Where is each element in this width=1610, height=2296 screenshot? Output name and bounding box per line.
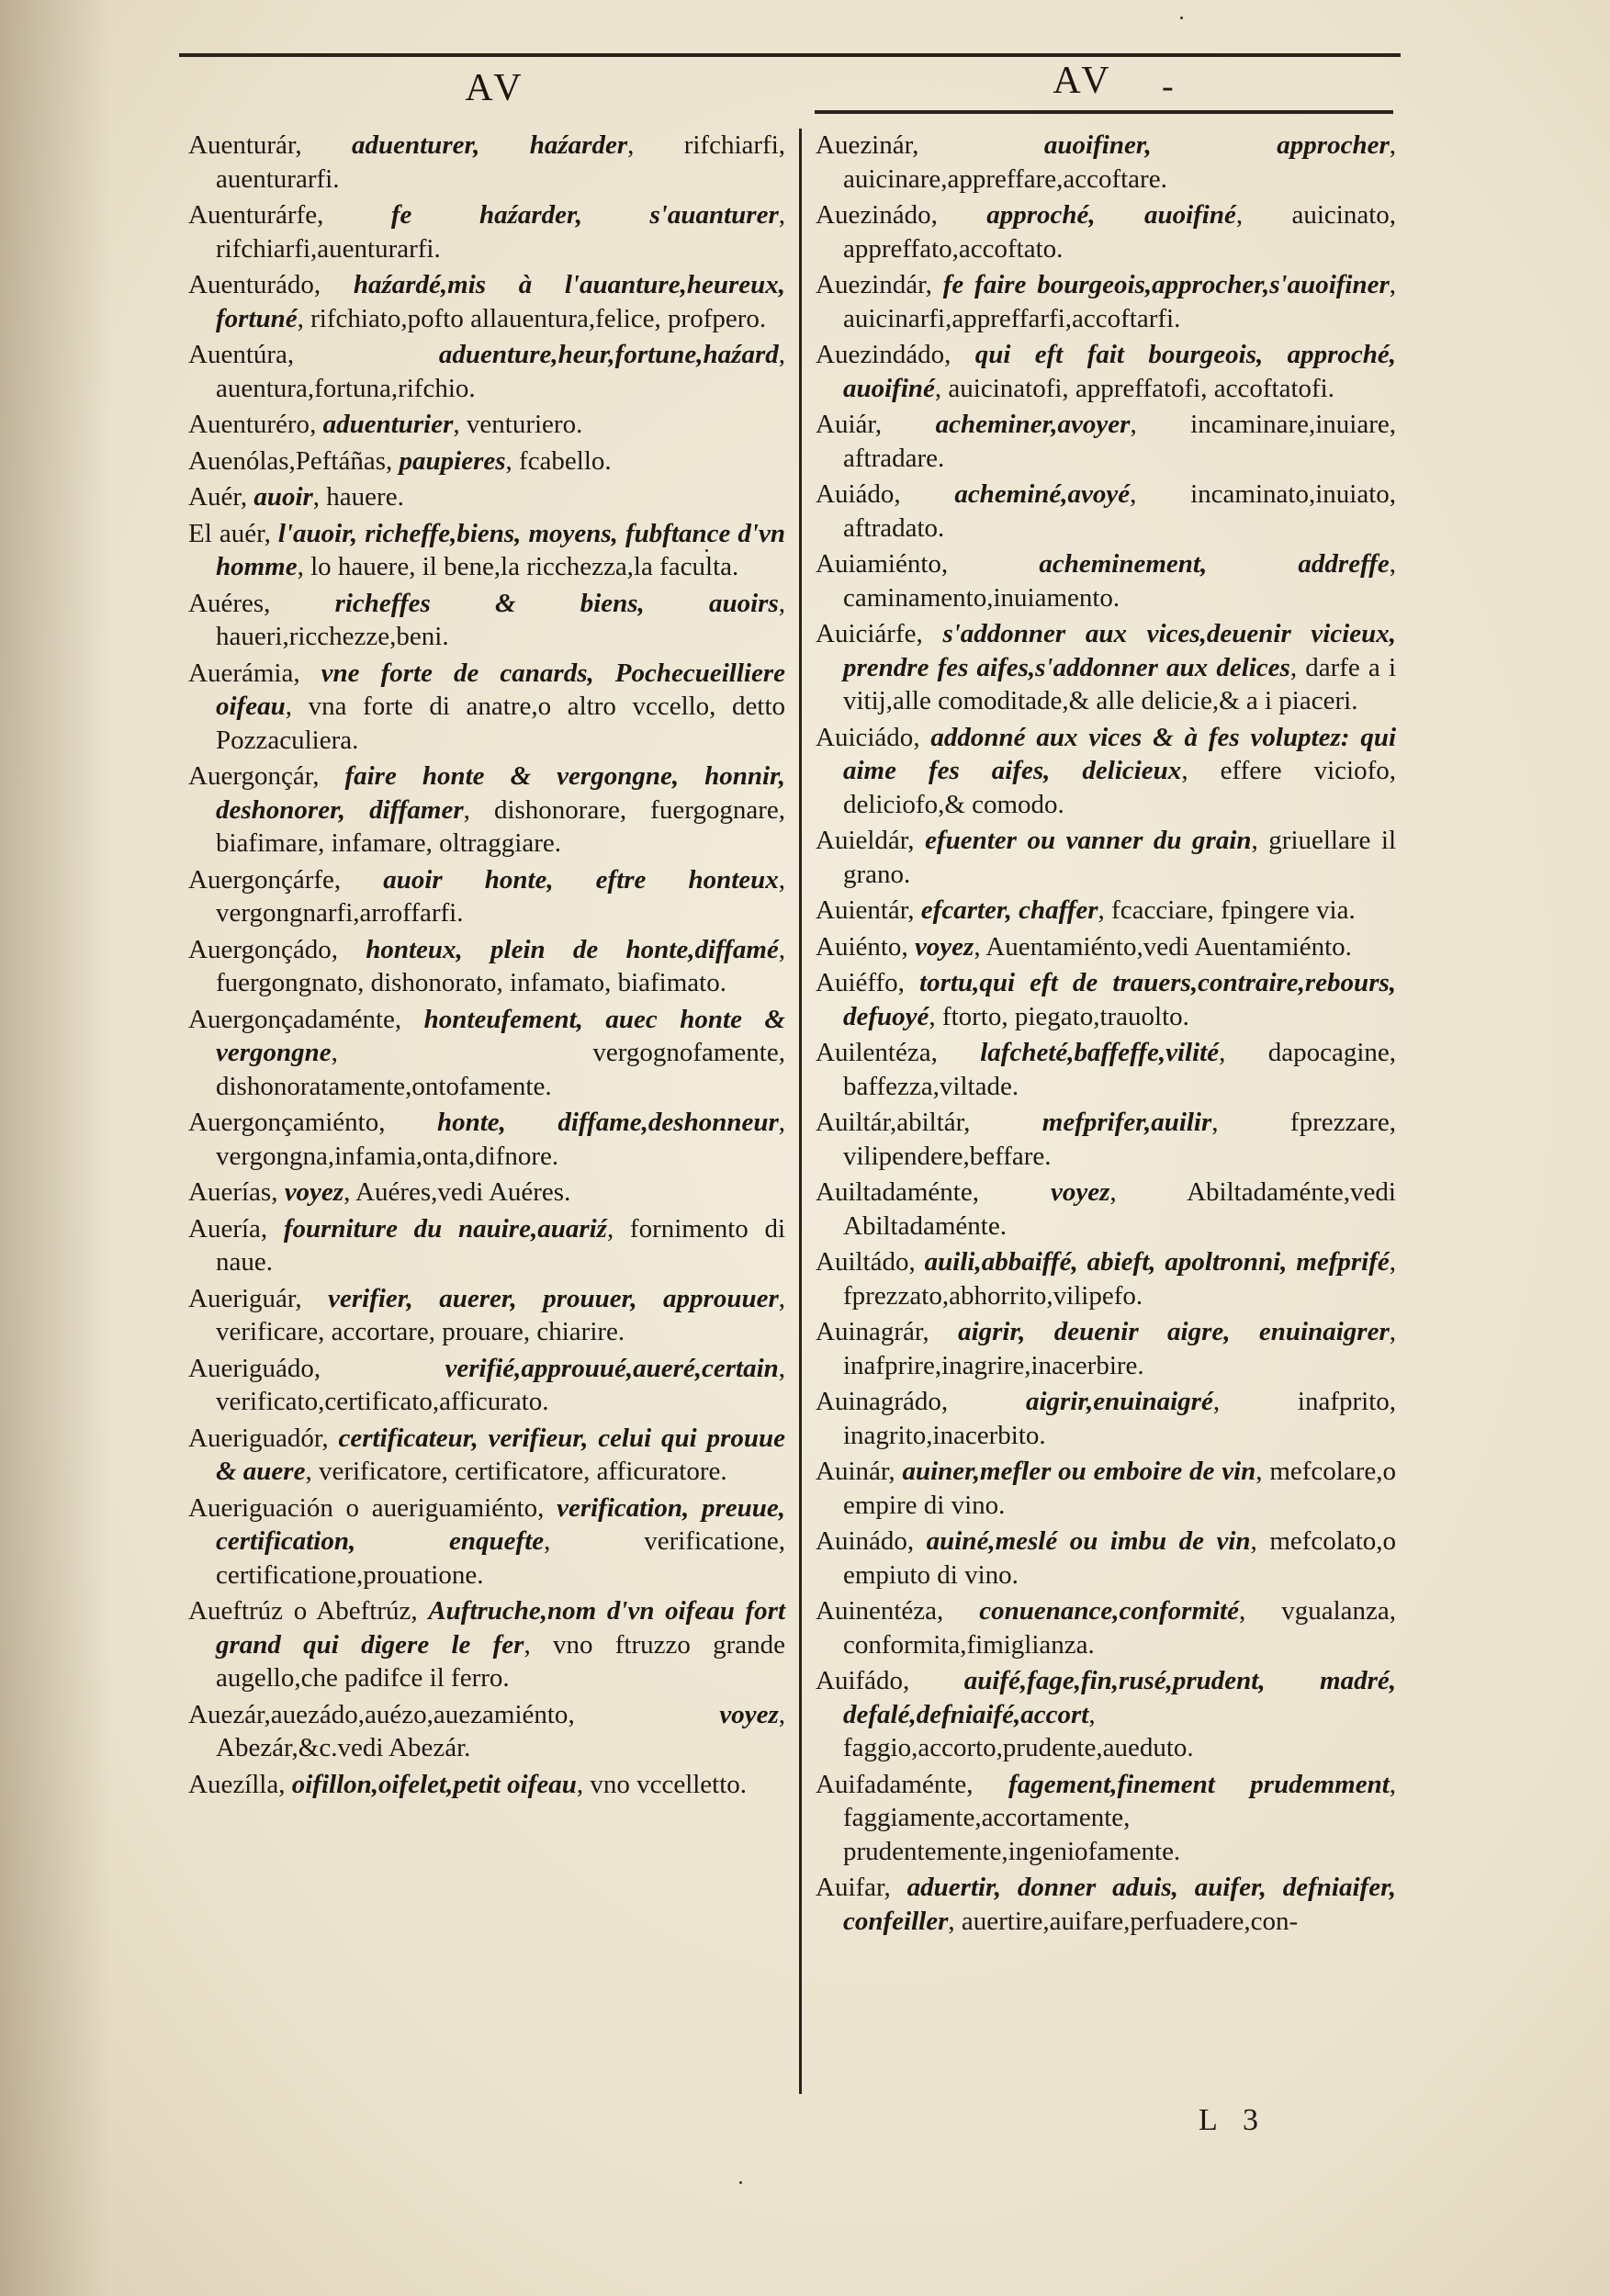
entry-headword: Auiénto [816,931,902,962]
entry-french: efuenter ou vanner du grain [925,826,1252,855]
entry-french: richeffes & biens, auoirs [334,588,779,618]
entry-headword: Auenturárfe [188,200,318,230]
ink-speck [705,549,708,552]
entry-italian: verificatore, certificatore, afficuratore. [318,1457,727,1486]
entry-french: certificateur, verifieur, celui qui prouue & auere [216,1423,785,1486]
entry-italian: incaminato,inuiato, aftradato. [843,479,1396,543]
entry-headword: Auifar [816,1873,884,1902]
dictionary-entry: Auezár,auezádo,auézo,auezamiénto, voyez, Abezár,&c.vedi Abezár. [188,1699,785,1762]
entry-headword: Auiltádo [816,1247,909,1277]
dictionary-entry: Auilentéza, lafcheté,baffeffe,vilité, dapocagine, baffezza,viltade. [816,1038,1396,1101]
entry-italian: griuellare il grano. [843,826,1397,889]
entry-italian: vergongna,infamia,onta,difnore. [216,1141,559,1171]
entry-italian: vgualanza, conformita,fimiglianza. [843,1596,1396,1660]
entry-headword: Auinádo [816,1526,907,1556]
entry-french: tortu,qui eft de trauers,contraire,rebours, defuoyé [843,968,1397,1031]
entry-italian: rifchiato,pofto allauentura,felice, profpero. [310,303,767,333]
entry-headword: Auezílla [188,1769,279,1799]
dictionary-entry: Auenturárfe, fe haźarder, s'auanturer, rifchiarfi,auenturarfi. [188,200,785,264]
entry-italian: incaminare,inuiare, aftradare. [843,410,1397,473]
entry-headword: Auenturéro [188,410,310,439]
entry-french: addonné aux vices & à fes voluptez: qui aime fes aifes, delicieux [843,722,1396,785]
entry-italian: fornimento di naue. [216,1213,786,1277]
entry-italian: dishonorare, fuergognare, biafimare, infamare, oltraggiare. [216,794,785,858]
column-divider [799,129,802,2094]
entry-headword: Auezindár [816,270,926,299]
entry-headword: Auiltár,abiltár [816,1108,964,1137]
entry-headword: Auenturádo [188,270,314,299]
entry-french: conuenance,conformité [979,1596,1239,1626]
gutter-shadow [0,0,110,2296]
entry-french: auiner,mefler ou emboire de vin [902,1457,1256,1486]
entry-italian: auicinato, appreffato,accoftato. [843,200,1397,264]
entry-italian: faggiamente,accortamente, prudentemente,ingeniofamente. [843,1803,1181,1866]
entry-headword: Auiciádo [816,722,914,752]
dictionary-entry: Auergonçárfe, auoir honte, eftre honteux, vergongnarfi,arroffarfi. [188,864,786,928]
dictionary-entry: Auiltádo, auili,abbaiffé, abieft, apoltronni, mefprifé, fprezzato,abhorrito,vilipefo. [816,1247,1396,1311]
entry-headword: Auilentéza [816,1038,931,1067]
dictionary-entry: Auergonçár, faire honte & vergongne, honnir, deshonorer, diffamer, dishonorare, fuergognare, biafimare, infamare, oltraggiare. [188,761,785,858]
dictionary-entry: Auifadaménte, fagement,finement prudemment, faggiamente,accortamente, prudentemente,ingeniofamente. [816,1769,1396,1866]
dictionary-entry: Auiéffo, tortu,qui eft de trauers,contraire,rebours, defuoyé, ftorto, piegato,trauolto. [816,968,1397,1031]
entry-italian: fprezzato,abhorrito,vilipefo. [843,1280,1143,1311]
entry-french: auili,abbaiffé, abieft, apoltronni, mefprifé [924,1247,1390,1277]
dictionary-entry: Auiciádo, addonné aux vices & à fes voluptez: qui aime fes aifes, delicieux, effere viciofo, deliciofo,& comodo. [816,722,1397,819]
entry-italian: dapocagine, baffezza,viltade. [843,1038,1396,1101]
entry-italian: inafprire,inagrire,inacerbire. [843,1350,1144,1380]
entry-french: fe faire bourgeois,approcher,s'auoifiner [942,270,1390,299]
entry-headword: Auiéffo [816,968,898,997]
dictionary-entry: Auenturádo, haźardé,mis à l'auanture,heureux, fortuné, rifchiato,pofto allauentura,felice, profpero. [188,270,786,333]
dictionary-entry: Auezindár, fe faire bourgeois,approcher,s'auoifiner, auicinarfi,appreffarfi,accoftarfi. [816,270,1396,333]
dictionary-entry: Auezindádo, qui eft fait bourgeois, approché, auoifiné, auicinatofi, appreffatofi, accoftatofi. [816,340,1396,403]
entry-italian: auertire,auifare,perfuadere,con- [961,1906,1299,1936]
entry-italian: vno ftruzzo grande augello,che padifce il ferro. [216,1629,786,1693]
dictionary-entry: Auinentéza, conuenance,conformité, vgualanza, conformita,fimiglianza. [816,1596,1396,1660]
dictionary-entry: Auifádo, auifé,fage,fin,rusé,prudent, madré, defalé,defniaifé,accort, faggio,accorto,prudente,aueduto. [816,1666,1396,1762]
entry-italian: auicinatofi, appreffatofi, accoftatofi. [948,373,1334,403]
entry-italian: faggio,accorto,prudente,aueduto. [843,1733,1194,1762]
entry-italian: fprezzare, vilipendere,beffare. [843,1108,1397,1171]
dictionary-entry: Auiár, acheminer,avoyer, incaminare,inuiare, aftradare. [816,410,1397,473]
entry-french: auiné,meslé ou imbu de vin [926,1526,1251,1556]
dictionary-entry: Aueriguadór, certificateur, verifieur, celui qui prouue & auere, verificatore, certificatore, afficuratore. [188,1423,785,1486]
entry-headword: Auergonçádo [188,934,332,964]
dictionary-entry: Auiénto, voyez, Auentamiénto,vedi Auentamiénto. [816,931,1352,962]
dictionary-entry: Auinádo, auiné,meslé ou imbu de vin, mefcolato,o empiuto di vino. [816,1526,1397,1590]
ink-speck [739,2181,742,2184]
entry-headword: Auifadaménte [816,1769,967,1799]
entry-headword: Auinagrár [816,1317,923,1346]
entry-french: auoifiner, approcher [1043,130,1390,160]
entry-french: auifé,fage,fin,rusé,prudent, madré, defalé,defniaifé,accort [843,1666,1396,1729]
left-column [188,129,785,1804]
entry-french: fe haźarder, s'auanturer [390,200,779,230]
entry-italian: mefcolare,o empire di vino. [843,1457,1397,1520]
entry-headword: Auenólas,Peftáñas [188,445,387,476]
entry-headword: Auería [188,1213,261,1244]
entry-french: auoir [253,482,313,512]
entry-headword: Auergonçárfe [188,864,334,895]
entry-headword: Auéres [188,588,265,618]
dictionary-entry: Auerías, voyez, Auéres,vedi Auéres. [188,1177,571,1207]
entry-italian: haueri,ricchezze,beni. [216,622,449,651]
dictionary-entry: Auergonçadaménte, honteufement, auec honte & vergongne, vergognofamente, dishonoratamente,ontofamente. [188,1004,785,1101]
entry-headword: El auér [188,518,265,548]
right-header-rule [815,110,1393,114]
signature-mark: L 3 [1199,2103,1268,2137]
entry-french: auoir honte, eftre honteux [383,864,779,895]
dictionary-entry: Auinagrár, aigrir, deuenir aigre, enuinaigrer, inafprire,inagrire,inacerbire. [816,1317,1396,1380]
entry-french: oifillon,oifelet,petit oifeau [291,1769,577,1799]
entry-italian: hauere. [326,482,404,512]
right-column [816,129,1396,1941]
dictionary-entry: Aueriguár, verifier, auerer, prouuer, approuuer, verificare, accortare, prouare, chiarire. [188,1283,786,1346]
entry-french: voyez [1051,1177,1110,1207]
entry-french: paupieres [399,445,506,476]
entry-headword: Auezinár [816,130,913,160]
entry-french: voyez [719,1699,779,1729]
entry-headword: Auiádo [816,479,895,509]
entry-french: verification, preuue, certification, enquefte [216,1492,786,1556]
entry-french: voyez [284,1177,344,1207]
entry-italian: fcacciare, fpingere via. [1111,895,1356,925]
entry-headword: Aueriguádo [188,1353,314,1383]
entry-french: aigrir, deuenir aigre, enuinaigrer [958,1317,1390,1346]
entry-italian: rifchiarfi,auenturarfi. [216,233,441,264]
entry-headword: Auinagrádo [816,1387,941,1416]
entry-italian: verificare, accortare, prouare, chiarire. [216,1317,625,1346]
entry-headword: Auezindádo [816,340,945,369]
dictionary-entry: Auiltár,abiltár, mefprifer,auilir, fprezzare, vilipendere,beffare. [816,1108,1397,1171]
dictionary-entry: El auér, l'auoir, richeffe,biens, moyens, fubftance d'vn homme, lo hauere, il bene,la ricchezza,la faculta. [188,518,785,581]
entry-italian: auicinare,appreffare,accoftare. [843,163,1167,194]
entry-headword: Auerámia [188,658,294,688]
entry-french: vne forte de canards, Pochecueilliere oifeau [216,658,786,721]
entry-headword: Auergonçamiénto [188,1108,379,1137]
entry-french: fagement,finement prudemment [1008,1769,1390,1799]
dictionary-entry: Auinár, auiner,mefler ou emboire de vin, mefcolare,o empire di vino. [816,1457,1397,1520]
entry-italian: darfe a i vitij,alle comoditade,& alle delicie,& a i piaceri. [843,652,1396,715]
entry-italian: venturiero. [466,410,583,439]
entry-french: voyez [914,931,974,962]
dictionary-entry: Aueftrúz o Abeftrúz, Auftruche,nom d'vn oifeau fort grand qui digere le fer, vno ftruzzo grande augello,che padifce il ferro. [188,1596,786,1693]
entry-headword: Auezár,auezádo,auézo,auezamiénto [188,1699,569,1729]
entry-italian: verificatione, certificatione,prouatione. [216,1526,785,1590]
entry-french: verifié,approuué,aueré,certain [445,1353,779,1383]
entry-italian: caminamento,inuiamento. [843,582,1120,613]
entry-headword: Auiamiénto [816,549,941,579]
entry-french: fourniture du nauire,auariź [283,1213,607,1244]
entry-headword: Auezinádo [816,200,931,230]
dictionary-entry: Auenturár, aduenturer, haźarder, rifchiarfi, auenturarfi. [188,130,785,194]
entry-headword: Auerías [188,1177,272,1207]
entry-italian: effere viciofo, deliciofo,& comodo. [843,756,1397,819]
entry-italian: Abiltadaménte,vedi Abiltadaménte. [843,1177,1396,1241]
entry-french: acheminé,avoyé [954,479,1131,509]
dictionary-entry: Auér, auoir, hauere. [188,482,404,512]
entry-french: s'addonner aux vices,deuenir vicieux, prendre fes aifes,s'addonner aux delices [843,619,1397,682]
running-head-right: AV [1053,60,1115,102]
entry-italian: inafprito, inagrito,inacerbito. [843,1387,1397,1450]
top-rule [179,53,1401,57]
entry-french: qui eft fait bourgeois, approché, auoifiné [843,340,1396,403]
entry-italian: fcabello. [519,445,612,476]
entry-headword: Aueriguár [188,1283,296,1313]
entry-italian: Auentamiénto,vedi Auentamiénto. [985,931,1352,962]
dictionary-entry: Auiádo, acheminé,avoyé, incaminato,inuiato, aftradato. [816,479,1396,543]
running-head-left: AV [465,67,527,109]
dictionary-entry: Aueriguádo, verifié,approuué,aueré,certain, verificato,certificato,afficurato. [188,1353,785,1416]
entry-italian: auentura,fortuna,rifchio. [216,373,476,403]
entry-french: efcarter, chaffer [920,895,1098,925]
dictionary-entry: Auiamiénto, acheminement, addreffe, caminamento,inuiamento. [816,549,1396,613]
dictionary-entry: Auezinár, auoifiner, approcher, auicinare,appreffare,accoftare. [816,130,1396,194]
entry-italian: rifchiarfi, auenturarfi. [216,130,785,194]
entry-headword: Aueftrúz o Abeftrúz [188,1596,411,1626]
entry-italian: Auéres,vedi Auéres. [355,1177,571,1207]
entry-french: haźardé,mis à l'auanture,heureux, fortuné [216,270,786,333]
entry-headword: Auergonçár [188,761,313,791]
dictionary-entry: Auentúra, aduenture,heur,fortune,haźard, auentura,fortuna,rifchio. [188,340,785,403]
entry-french: lafcheté,baffeffe,vilité [980,1038,1220,1067]
entry-headword: Aueriguación o aueriguamiénto [188,1492,538,1523]
entry-italian: vergongnarfi,arroffarfi. [216,898,464,928]
dictionary-entry: Auenturéro, aduenturier, venturiero. [188,410,583,439]
entry-french: l'auoir, richeffe,biens, moyens, fubftance d'vn homme [216,518,785,581]
dictionary-entry: Auiciárfe, s'addonner aux vices,deuenir vicieux, prendre fes aifes,s'addonner aux delices, darfe a i vitij,alle comoditade,& alle delicie,& a i piaceri. [816,619,1397,715]
entry-french: Auftruche,nom d'vn oifeau fort grand qui digere le fer [216,1596,786,1660]
entry-headword: Auergonçadaménte [188,1004,395,1034]
dictionary-entry: Aueriguación o aueriguamiénto, verification, preuue, certification, enquefte, verificatione, certificatione,prouatione. [188,1492,786,1590]
entry-french: acheminer,avoyer [935,410,1131,439]
dictionary-entry: Auezinádo, approché, auoifiné, auicinato, appreffato,accoftato. [816,200,1397,264]
entry-headword: Auinentéza [816,1596,938,1626]
entry-headword: Auér [188,482,241,512]
entry-french: aduenturer, haźarder [352,130,628,160]
entry-headword: Auenturár [188,130,296,160]
entry-french: acheminement, addreffe [1039,549,1390,579]
entry-italian: ftorto, piegato,trauolto. [941,1001,1189,1031]
entry-headword: Aueriguadór [188,1423,322,1453]
dictionary-entry: Auenólas,Peftáñas, paupieres, fcabello. [188,445,612,476]
entry-french: honteux, plein de honte,diffamé [366,934,779,964]
entry-french: honte, diffame,deshonneur [436,1108,779,1137]
entry-french: aduertir, donner aduis, auifer, defniaifer, confeiller [843,1873,1397,1936]
entry-italian: vno vccelletto. [590,1769,748,1799]
dictionary-entry: Auergonçamiénto, honte, diffame,deshonneur, vergongna,infamia,onta,difnore. [188,1108,785,1171]
dictionary-entry: Auezílla, oifillon,oifelet,petit oifeau, vno vccelletto. [188,1769,748,1799]
entry-headword: Auentúra [188,340,287,369]
dictionary-entry: Auientár, efcarter, chaffer, fcacciare, fpingere via. [816,895,1356,925]
dictionary-entry: Auiltadaménte, voyez, Abiltadaménte,vedi Abiltadaménte. [816,1177,1396,1241]
entry-french: honteufement, auec honte & vergongne [216,1004,785,1067]
entry-french: aduenture,heur,fortune,haźard [438,340,779,369]
running-head-dash: - [1162,67,1174,106]
entry-french: mefprifer,auilir [1041,1108,1212,1137]
entry-italian: vna forte di anatre,o altro vccello, detto Pozzaculiera. [216,692,786,755]
dictionary-entry: Auieldár, efuenter ou vanner du grain, griuellare il grano. [816,826,1397,889]
entry-french: faire honte & vergongne, honnir, deshonorer, diffamer [216,761,785,825]
dictionary-entry: Auéres, richeffes & biens, auoirs, haueri,ricchezze,beni. [188,588,785,651]
entry-italian: vergognofamente, dishonoratamente,ontofamente. [216,1038,785,1101]
entry-italian: verificato,certificato,afficurato. [216,1387,549,1416]
dictionary-entry: Auinagrádo, aigrir,enuinaigré, inafprito, inagrito,inacerbito. [816,1387,1397,1450]
entry-headword: Auiár [816,410,875,439]
entry-headword: Auiltadaménte [816,1177,973,1207]
entry-french: approché, auoifiné [986,200,1236,230]
dictionary-entry: Auerámia, vne forte de canards, Pochecueilliere oifeau, vna forte di anatre,o altro vccello, detto Pozzaculiera. [188,658,786,755]
entry-italian: fuergongnato, dishonorato, infamato, biafimato. [216,968,726,997]
entry-italian: Abezár,&c.vedi Abezár. [216,1733,471,1762]
entry-headword: Auientár [816,895,908,925]
entry-headword: Auifádo [816,1666,904,1695]
dictionary-entry: Auifar, aduertir, donner aduis, auifer, defniaifer, confeiller, auertire,auifare,perfuadere,con- [816,1873,1397,1936]
entry-french: aigrir,enuinaigré [1025,1387,1213,1416]
dictionary-entry: Auergonçádo, honteux, plein de honte,diffamé, fuergongnato, dishonorato, infamato, biafimato. [188,934,786,997]
entry-french: aduenturier [322,410,454,439]
entry-headword: Auiciárfe [816,619,917,648]
entry-italian: lo hauere, il bene,la ricchezza,la faculta. [310,552,739,581]
ink-speck [1180,17,1183,19]
entry-headword: Auieldár [816,826,908,855]
entry-italian: auicinarfi,appreffarfi,accoftarfi. [843,303,1181,333]
dictionary-entry: Auería, fourniture du nauire,auariź, fornimento di naue. [188,1213,786,1277]
entry-italian: mefcolato,o empiuto di vino. [843,1526,1397,1590]
entry-french: verifier, auerer, prouuer, approuuer [328,1283,779,1313]
entry-headword: Auinár [816,1457,889,1486]
